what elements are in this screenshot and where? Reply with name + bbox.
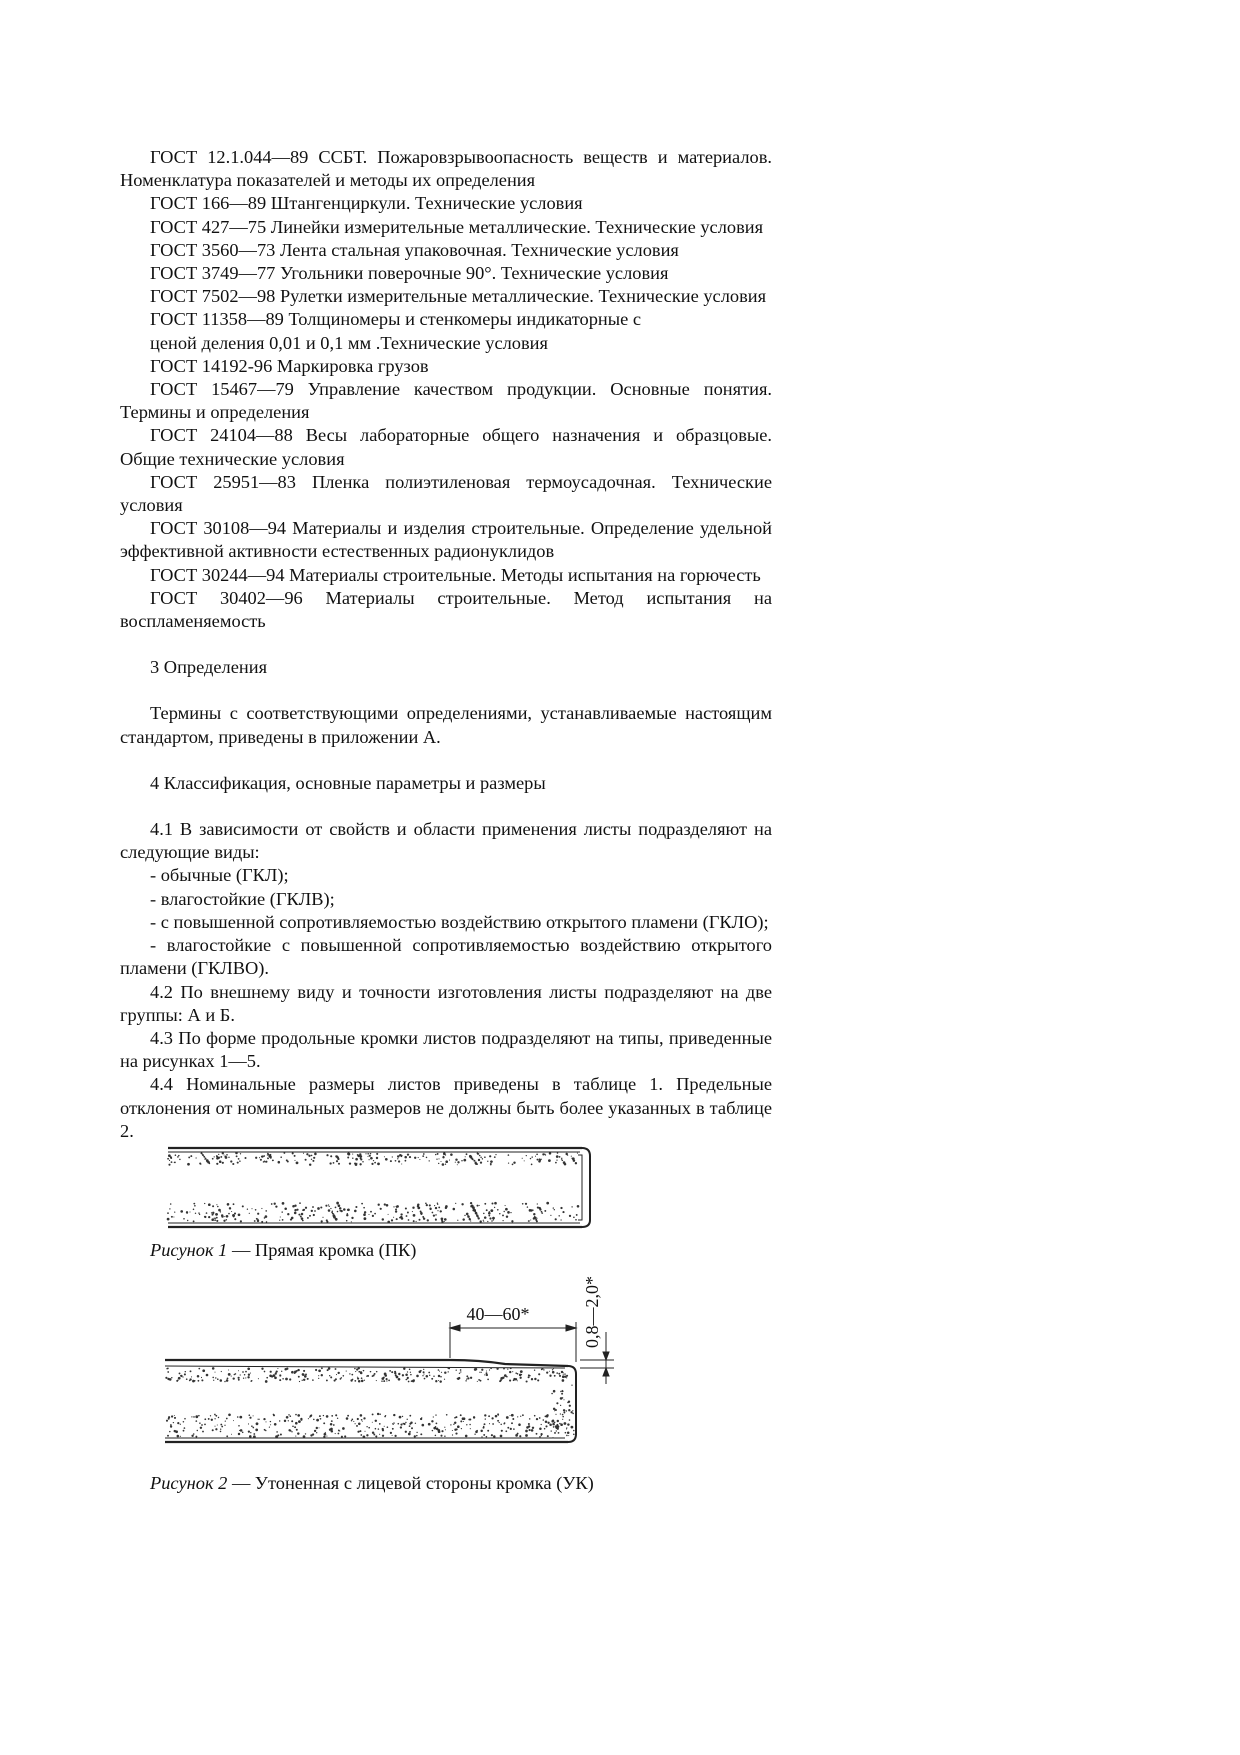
clause-4-2: 4.2 По внешнему виду и точности изготовления листы подразделяют на две группы: А и Б.: [120, 981, 772, 1025]
ref-gost-12-1-044: ГОСТ 12.1.044—89 ССБТ. Пожаровзрывоопасность веществ и материалов. Номенклатура показателей и методы их определения: [120, 147, 772, 191]
figure-2-caption: [120, 1472, 772, 1495]
figure-2-label: Рисунок 2: [150, 1473, 228, 1494]
list-item-gkl: - обычные (ГКЛ);: [150, 865, 289, 886]
ref-gost-30244: ГОСТ 30244—94 Материалы строительные. Методы испытания на горючесть: [150, 564, 761, 585]
ref-gost-427: ГОСТ 427—75 Линейки измерительные металлические. Технические условия: [150, 216, 764, 237]
dimension-thickness-label: 0,8—2,0*: [582, 1276, 602, 1349]
figure-2-drawing: [120, 1262, 772, 1472]
dimension-width-label: 40—60*: [466, 1304, 530, 1325]
figure-1-label: Рисунок 1: [150, 1239, 228, 1260]
ref-gost-3749: ГОСТ 3749—77 Угольники поверочные 90°. Технические условия: [150, 263, 669, 284]
ref-gost-11358: ГОСТ 11358—89 Толщиномеры и стенкомеры индикаторные с: [150, 309, 642, 330]
ref-gost-3560: ГОСТ 3560—73 Лента стальная упаковочная. Технические условия: [150, 239, 679, 260]
document-page: [120, 146, 772, 1495]
ref-gost-166: ГОСТ 166—89 Штангенциркули. Технические условия: [150, 193, 583, 214]
list-item-gklvo: - влагостойкие с повышенной сопротивляемостью воздействию открытого пламени (ГКЛВО).: [120, 935, 772, 979]
clause-4-4: 4.4 Номинальные размеры листов приведены в таблице 1. Предельные отклонения от номинальных размеров не должны быть более указанных в таблице 2.: [120, 1074, 772, 1141]
ref-gost-14192: ГОСТ 14192-96 Маркировка грузов: [150, 355, 429, 376]
clause-4-3: 4.3 По форме продольные кромки листов подразделяют на типы, приведенные на рисунках 1—5.: [120, 1027, 772, 1072]
figure-2-caption-text: — Утоненная с лицевой стороны кромка (УК): [227, 1473, 594, 1494]
section-4-heading: 4 Классификация, основные параметры и размеры: [150, 772, 546, 793]
figure-1-drawing: [120, 1143, 772, 1239]
ref-gost-7502: ГОСТ 7502—98 Рулетки измерительные металлические. Технические условия: [150, 286, 767, 307]
section-3-text: Термины с соответствующими определениями, устанавливаемые настоящим стандартом, приведены в приложении А.: [120, 703, 772, 747]
figure-1-caption: [120, 1239, 772, 1262]
ref-gost-24104: ГОСТ 24104—88 Весы лабораторные общего назначения и образцовые. Общие технические условия: [120, 425, 772, 469]
list-item-gklo: - с повышенной сопротивляемостью воздействию открытого пламени (ГКЛО);: [150, 911, 769, 932]
ref-gost-30402: ГОСТ 30402—96 Материалы строительные. Метод испытания на воспламеняемость: [120, 587, 772, 632]
ref-gost-11358-cont: ценой деления 0,01 и 0,1 мм .Технические условия: [150, 332, 548, 353]
clause-4-1: 4.1 В зависимости от свойств и области применения листы подразделяют на следующие виды:: [120, 819, 772, 863]
list-item-gklv: - влагостойкие (ГКЛВ);: [150, 888, 335, 909]
ref-gost-15467: ГОСТ 15467—79 Управление качеством продукции. Основные понятия. Термины и определения: [120, 379, 772, 423]
figure-1-caption-text: — Прямая кромка (ПК): [227, 1239, 417, 1260]
ref-gost-30108: ГОСТ 30108—94 Материалы и изделия строительные. Определение удельной эффективной активности естественных радионуклидов: [120, 518, 772, 562]
ref-gost-25951: ГОСТ 25951—83 Пленка полиэтиленовая термоусадочная. Технические условия: [120, 471, 772, 516]
section-3-heading: 3 Определения: [150, 657, 268, 678]
